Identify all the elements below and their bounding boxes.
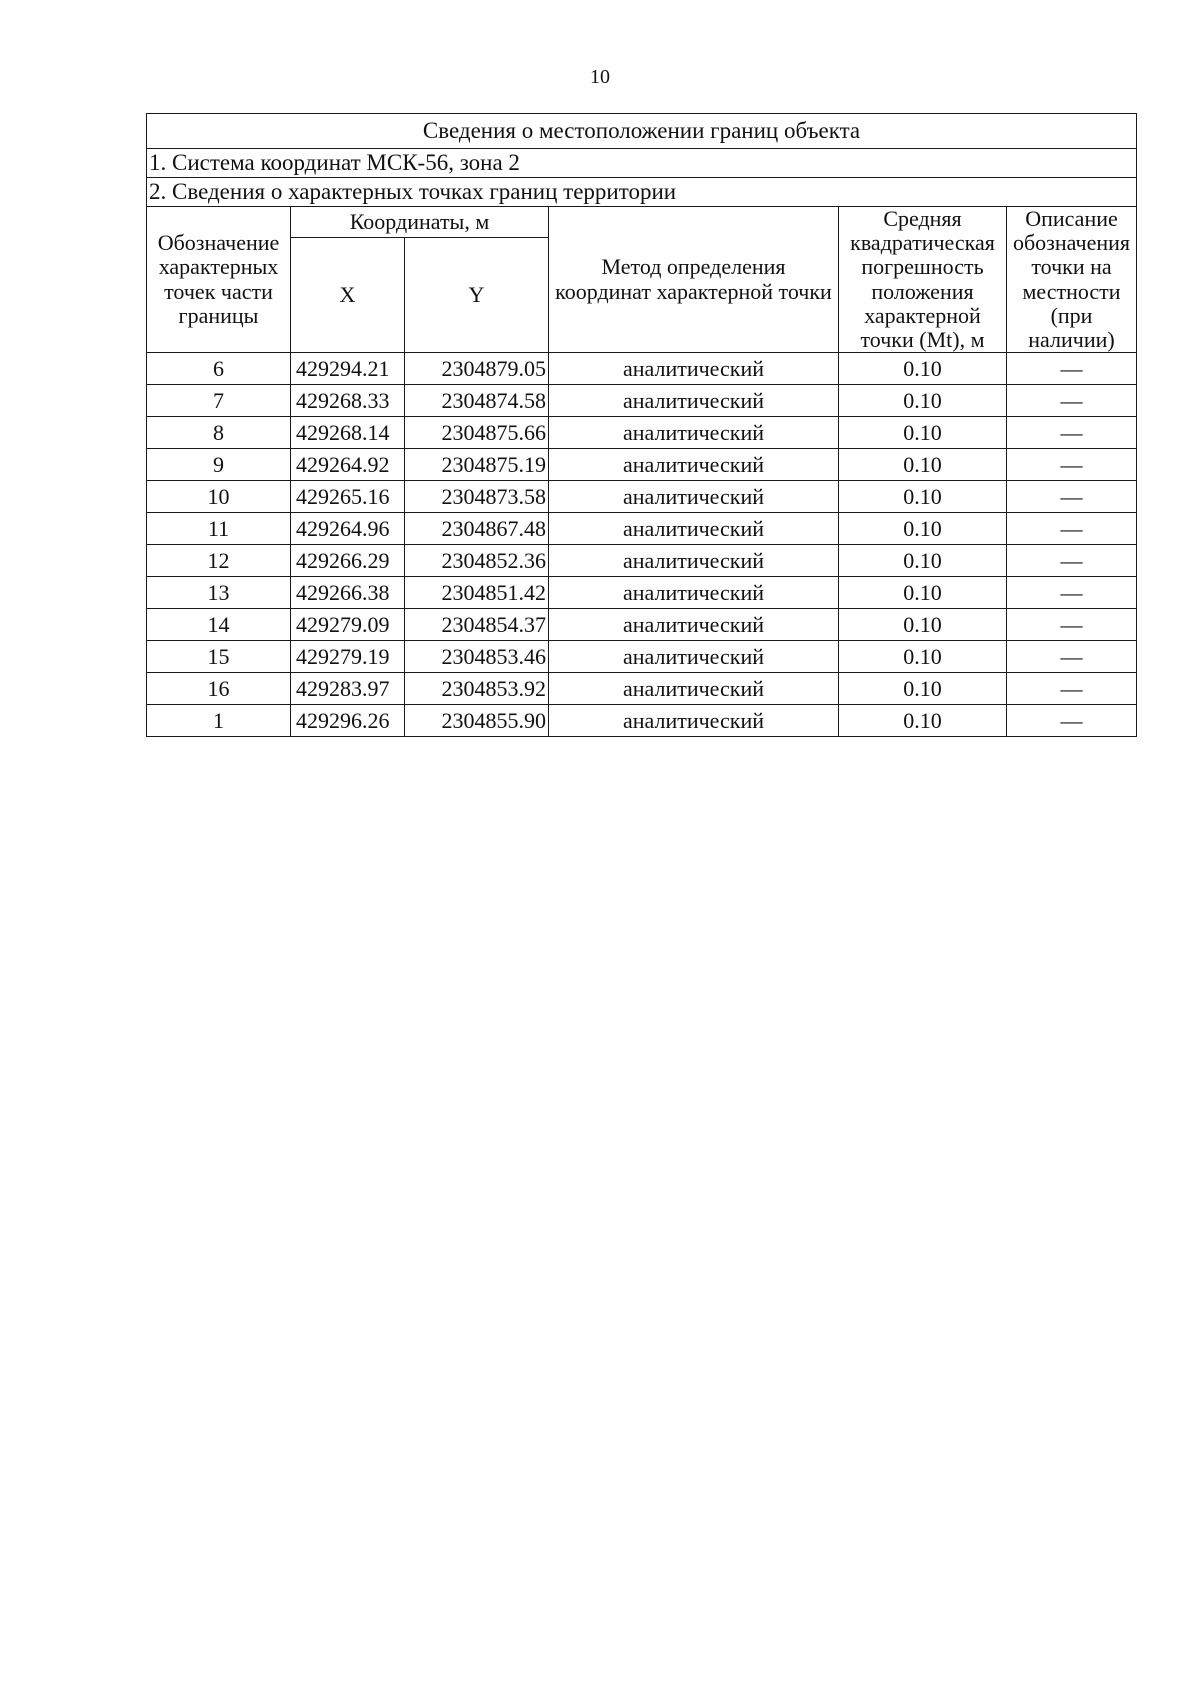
cell-y: 2304853.46: [405, 641, 549, 673]
cell-point: 13: [147, 577, 291, 609]
cell-method: аналитический: [549, 577, 839, 609]
cell-error: 0.10: [839, 449, 1007, 481]
cell-y: 2304874.58: [405, 385, 549, 417]
cell-y: 2304875.66: [405, 417, 549, 449]
cell-description: —: [1007, 513, 1137, 545]
cell-description: —: [1007, 481, 1137, 513]
cell-description: —: [1007, 673, 1137, 705]
cell-description: —: [1007, 449, 1137, 481]
table-row: [147, 609, 1137, 641]
cell-x: 429279.19: [291, 641, 405, 673]
cell-y: 2304875.19: [405, 449, 549, 481]
header-x: X: [291, 238, 405, 353]
cell-method: аналитический: [549, 385, 839, 417]
cell-error: 0.10: [839, 545, 1007, 577]
cell-point: 9: [147, 449, 291, 481]
header-point: Обозначение характерных точек части границы: [147, 207, 291, 353]
cell-method: аналитический: [549, 545, 839, 577]
cell-point: 7: [147, 385, 291, 417]
cell-error: 0.10: [839, 577, 1007, 609]
table-row: [147, 577, 1137, 609]
cell-x: 429294.21: [291, 353, 405, 385]
cell-x: 429268.14: [291, 417, 405, 449]
header-description: Описание обозначения точки на местности (при наличии): [1007, 207, 1137, 353]
header-method: Метод определения координат характерной точки: [549, 207, 839, 353]
table-row: [147, 449, 1137, 481]
cell-y: 2304852.36: [405, 545, 549, 577]
cell-error: 0.10: [839, 417, 1007, 449]
cell-method: аналитический: [549, 673, 839, 705]
table-body: [147, 353, 1137, 737]
cell-description: —: [1007, 417, 1137, 449]
header-y: Y: [405, 238, 549, 353]
header-error: Средняя квадратическая погрешность положения характерной точки (Mt), м: [839, 207, 1007, 353]
cell-point: 15: [147, 641, 291, 673]
cell-x: 429268.33: [291, 385, 405, 417]
cell-description: —: [1007, 385, 1137, 417]
cell-method: аналитический: [549, 609, 839, 641]
cell-point: 12: [147, 545, 291, 577]
cell-point: 8: [147, 417, 291, 449]
table-row: [147, 641, 1137, 673]
cell-y: 2304854.37: [405, 609, 549, 641]
cell-x: 429283.97: [291, 673, 405, 705]
cell-x: 429279.09: [291, 609, 405, 641]
page-number: 10: [590, 66, 610, 88]
coordinate-system-row: 1. Система координат МСК-56, зона 2: [147, 149, 1137, 178]
table-title: Сведения о местоположении границ объекта: [147, 114, 1137, 149]
cell-description: —: [1007, 353, 1137, 385]
cell-description: —: [1007, 705, 1137, 737]
cell-x: 429266.29: [291, 545, 405, 577]
cell-description: —: [1007, 641, 1137, 673]
cell-method: аналитический: [549, 641, 839, 673]
cell-x: 429264.96: [291, 513, 405, 545]
table-row: [147, 673, 1137, 705]
cell-method: аналитический: [549, 449, 839, 481]
table-row: [147, 513, 1137, 545]
cell-method: аналитический: [549, 481, 839, 513]
cell-error: 0.10: [839, 481, 1007, 513]
cell-x: 429266.38: [291, 577, 405, 609]
cell-x: 429264.92: [291, 449, 405, 481]
cell-error: 0.10: [839, 705, 1007, 737]
table-row: [147, 385, 1137, 417]
cell-description: —: [1007, 577, 1137, 609]
cell-y: 2304853.92: [405, 673, 549, 705]
table-row: [147, 481, 1137, 513]
cell-error: 0.10: [839, 385, 1007, 417]
cell-description: —: [1007, 545, 1137, 577]
cell-method: аналитический: [549, 705, 839, 737]
table-row: [147, 353, 1137, 385]
cell-method: аналитический: [549, 353, 839, 385]
cell-error: 0.10: [839, 353, 1007, 385]
boundary-points-heading: 2. Сведения о характерных точках границ территории: [147, 178, 1137, 207]
cell-point: 6: [147, 353, 291, 385]
cell-y: 2304879.05: [405, 353, 549, 385]
cell-y: 2304855.90: [405, 705, 549, 737]
cell-error: 0.10: [839, 609, 1007, 641]
table-row: [147, 545, 1137, 577]
cell-error: 0.10: [839, 673, 1007, 705]
cell-point: 14: [147, 609, 291, 641]
cell-error: 0.10: [839, 513, 1007, 545]
header-coordinates: Координаты, м: [291, 207, 549, 238]
table-row: [147, 417, 1137, 449]
cell-point: 1: [147, 705, 291, 737]
cell-error: 0.10: [839, 641, 1007, 673]
cell-method: аналитический: [549, 513, 839, 545]
cell-method: аналитический: [549, 417, 839, 449]
cell-point: 16: [147, 673, 291, 705]
table-row: [147, 705, 1137, 737]
cell-y: 2304867.48: [405, 513, 549, 545]
cell-point: 11: [147, 513, 291, 545]
cell-x: 429296.26: [291, 705, 405, 737]
cell-description: —: [1007, 609, 1137, 641]
cell-x: 429265.16: [291, 481, 405, 513]
boundary-points-table: [146, 113, 1137, 737]
cell-y: 2304851.42: [405, 577, 549, 609]
cell-point: 10: [147, 481, 291, 513]
cell-y: 2304873.58: [405, 481, 549, 513]
